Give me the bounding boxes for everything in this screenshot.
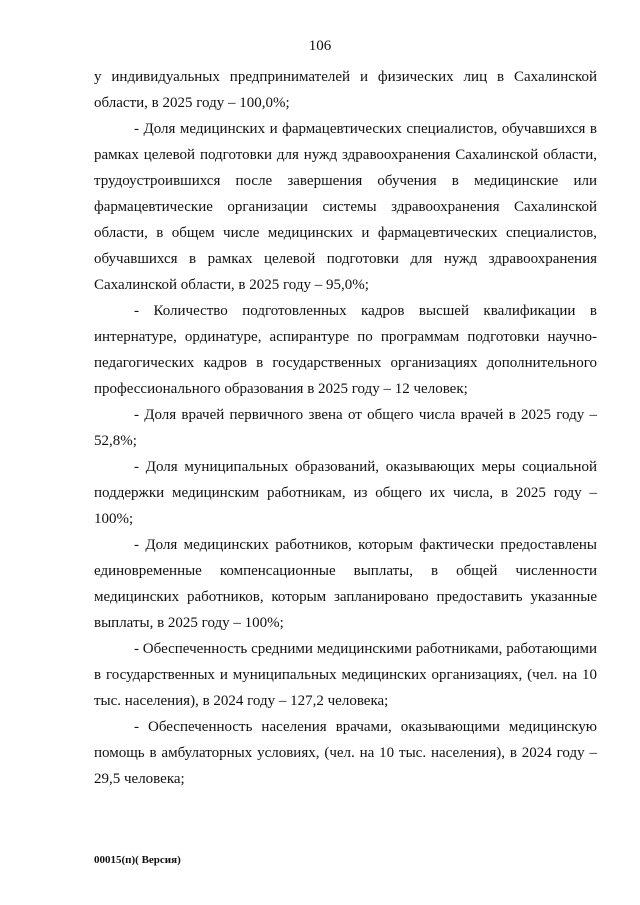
document-body: [94, 64, 597, 792]
page-number: 106: [308, 38, 332, 54]
paragraph: - Доля медицинских работников, которым фактически предоставлены единовременные компенсационные выплаты, в общей численности медицинских работников, которым запланировано предоставить указанные выплаты, в 2025 году – 100%;: [94, 537, 597, 631]
paragraph: - Обеспеченность населения врачами, оказывающими медицинскую помощь в амбулаторных условиях, (чел. на 10 тыс. населения), в 2024 году – 29,5 человека;: [94, 719, 597, 787]
paragraph: у индивидуальных предпринимателей и физических лиц в Сахалинской области, в 2025 году – 100,0%;: [94, 69, 597, 111]
paragraph: - Количество подготовленных кадров высшей квалификации в интернатуре, ординатуре, аспирантуре по программам подготовки научно-педагогических кадров в государственных организациях дополнительного профессионального образования в 2025 году – 12 человек;: [94, 303, 597, 397]
paragraph: - Доля медицинских и фармацевтических специалистов, обучавшихся в рамках целевой подготовки для нужд здравоохранения Сахалинской области, трудоустроившихся после завершения обучения в медицинские или фармацевтические организации системы здравоохранения Сахалинской области, в общем числе медицинских и фармацевтических специалистов, обучавшихся в рамках целевой подготовки для нужд здравоохранения Сахалинской области, в 2025 году – 95,0%;: [94, 121, 597, 293]
document-footer: 00015(п)( Версия): [94, 854, 181, 866]
paragraph: - Доля муниципальных образований, оказывающих меры социальной поддержки медицинским работникам, из общего их числа, в 2025 году – 100%;: [94, 459, 597, 527]
paragraph: - Доля врачей первичного звена от общего числа врачей в 2025 году – 52,8%;: [94, 407, 597, 449]
paragraph: - Обеспеченность средними медицинскими работниками, работающими в государственных и муниципальных медицинских организациях, (чел. на 10 тыс. населения), в 2024 году – 127,2 человека;: [94, 641, 597, 709]
